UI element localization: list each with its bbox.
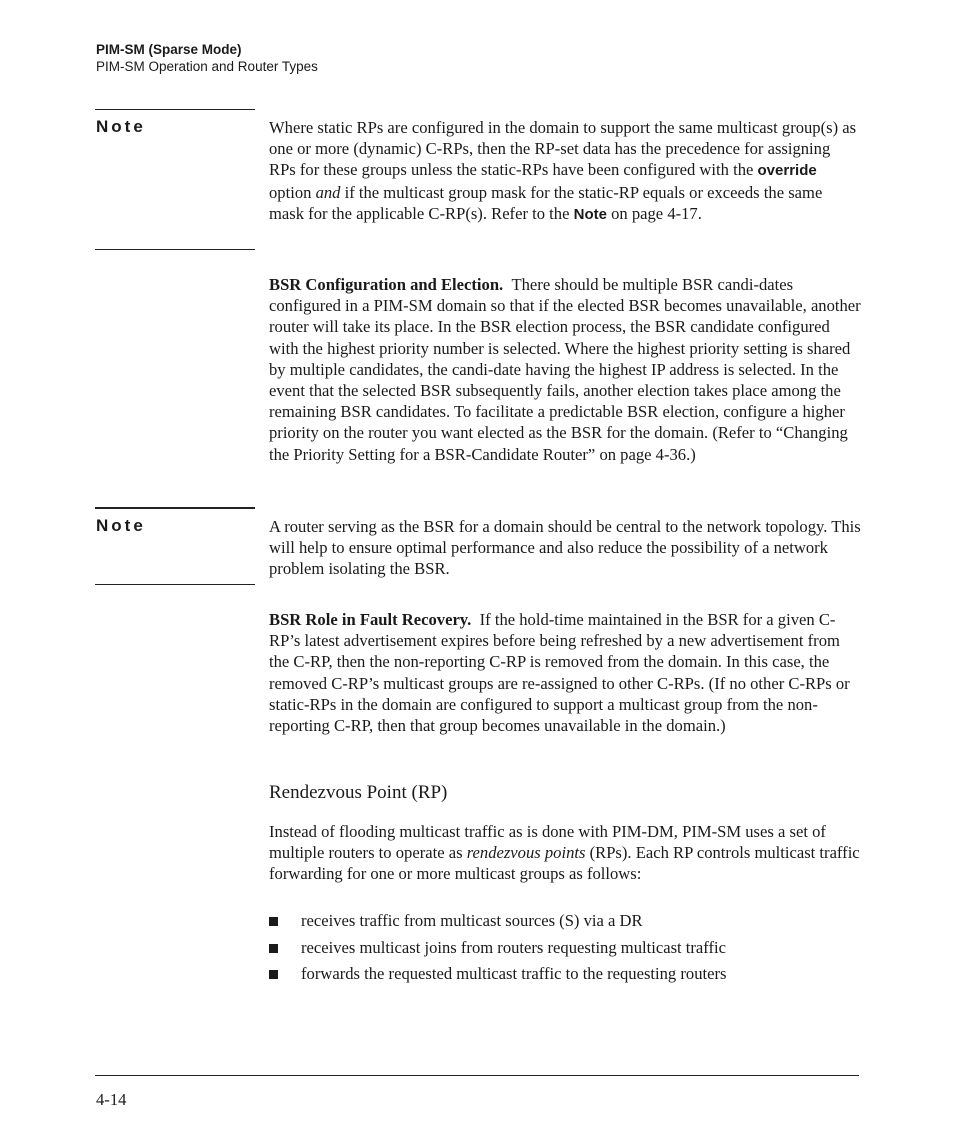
note1-text-part3: if the multicast group mask for the static-RP equals or exceeds the same mask for the applicable C-RP(s). Refer to the xyxy=(269,182,823,223)
bsr-config-text: There should be multiple BSR candi-dates configured in a PIM-SM domain so that if the elected BSR becomes unavailable, another router will take its place. In the BSR election process, the BSR candidate configured with the highest priority number is selected. Where the highest priority setting is shared by multiple candidates, the candi-date having the highest IP address is selected. In the event that the selected BSR subsequently fails, another election takes place among the remaining BSR candidates. To facilitate a predictable BSR election, configure a higher priority on the router you want elected as the BSR for the domain. (Refer to “Changing the Priority Setting for a BSR-Candidate Router” on page 4-36.) xyxy=(269,275,861,464)
bullet-text: receives multicast joins from routers requesting multicast traffic xyxy=(301,937,727,957)
note2-label: Note xyxy=(96,516,146,535)
bsr-role-title: BSR Role in Fault Recovery. xyxy=(269,610,472,629)
note1-emphasis: and xyxy=(315,182,341,202)
square-bullet-icon xyxy=(269,944,278,953)
list-item xyxy=(269,910,861,937)
rp-intro-part1: Instead of flooding multicast traffic as is done with PIM-DM, PIM-SM uses a set of multiple routers to operate as xyxy=(269,822,826,863)
override-keyword: override xyxy=(757,162,817,180)
section-title: PIM-SM Operation and Router Types xyxy=(96,59,318,74)
rp-bullet-list xyxy=(269,910,861,990)
bullet-text: receives traffic from multicast sources (S) via a DR xyxy=(301,911,643,930)
note1-text-part4: on page 4-17. xyxy=(606,203,702,223)
note1-bottom-rule xyxy=(95,249,255,250)
square-bullet-icon xyxy=(269,917,278,926)
rp-intro xyxy=(269,821,861,885)
bsr-config-title: BSR Configuration and Election. xyxy=(269,275,504,294)
bsr-config-paragraph xyxy=(269,274,861,465)
bullet-text: forwards the requested multicast traffic to the requesting routers xyxy=(301,964,727,983)
note-keyword: Note xyxy=(573,205,607,223)
note1-text xyxy=(269,117,861,225)
page-number: 4-14 xyxy=(96,1090,127,1109)
chapter-title: PIM-SM (Sparse Mode) xyxy=(96,42,242,57)
rp-intro-part2: (RPs). Each RP controls multicast traffic forwarding for one or more multicast groups as follows: xyxy=(269,843,860,884)
bsr-role-paragraph xyxy=(269,609,861,736)
note2-bottom-rule xyxy=(95,584,255,585)
note1-text-part1: Where static RPs are configured in the domain to support the same multicast group(s) as one or more (dynamic) C-RPs, then the RP-set data has the precedence for assigning RPs for these groups unless the static-RPs have been configured with the xyxy=(269,118,857,180)
note1-top-rule xyxy=(95,109,255,110)
note1-label: Note xyxy=(96,117,146,136)
note1-text-part2: option xyxy=(269,182,316,202)
running-header xyxy=(96,41,318,75)
rp-heading: Rendezvous Point (RP) xyxy=(269,782,448,803)
list-item xyxy=(269,937,861,964)
bsr-role-text: If the hold-time maintained in the BSR for a given C-RP’s latest advertisement expires before being refreshed by a new advertisement from the C-RP, then the non-reporting C-RP is removed from the domain. In this case, the removed C-RP’s multicast groups are re-assigned to other C-RPs. (If no other C-RPs or static-RPs in the domain are configured to support a multicast group from the non-reporting C-RP, then that group becomes unavailable in the domain.) xyxy=(269,610,850,736)
note2-top-rule xyxy=(95,507,255,509)
square-bullet-icon xyxy=(269,970,278,979)
footer-rule xyxy=(95,1075,859,1076)
list-item xyxy=(269,963,861,990)
note2-text: A router serving as the BSR for a domain should be central to the network topology. This will help to ensure optimal performance and also reduce the possibility of a network problem isolating the BSR. xyxy=(269,517,861,579)
rp-intro-emphasis: rendezvous points xyxy=(466,843,586,863)
